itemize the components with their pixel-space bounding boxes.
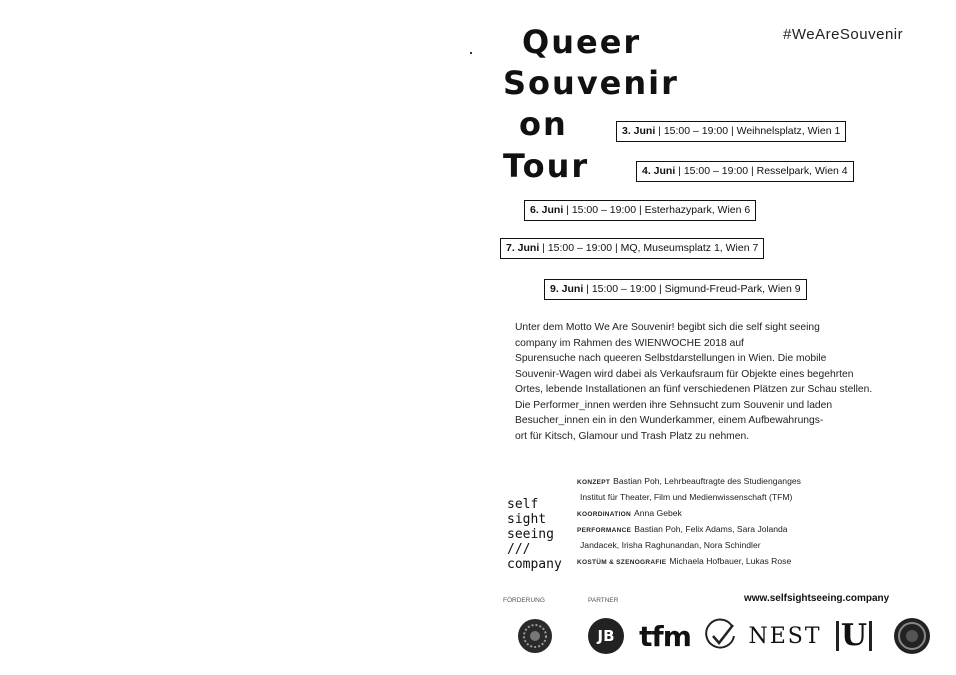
sponsor-logo-wienwoche [514, 615, 556, 657]
date-day: 7. Juni [506, 242, 540, 254]
credit-line [577, 522, 801, 538]
company-logo-line: seeing [507, 527, 554, 542]
title-line-1: Queer [522, 23, 642, 61]
credit-text: Institut für Theater, Film und Medienwissenschaft (TFM) [580, 492, 793, 502]
credit-text: Jandacek, Irisha Raghunandan, Nora Schindler [580, 540, 761, 550]
credits-block [577, 474, 801, 570]
description-line: Spurensuche nach queeren Selbstdarstellungen in Wien. Die mobile [515, 353, 827, 364]
company-logo-line: sight [507, 512, 547, 527]
credit-text: Bastian Poh, Lehrbeauftragte des Studienganges [613, 476, 801, 486]
credit-label: PERFORMANCE [577, 527, 632, 534]
sponsor-logo-nest-text: NEST [748, 623, 822, 649]
title-line-3: on [519, 105, 568, 143]
credit-label: KONZEPT [577, 479, 611, 486]
credit-line [577, 538, 801, 554]
seal-icon [516, 617, 554, 655]
credit-line [577, 506, 801, 522]
description-line: Die Performer_innen werden ihre Sehnsucht zum Souvenir und laden [515, 399, 833, 411]
date-detail: | 15:00 – 19:00 | Resselpark, Wien 4 [675, 165, 848, 177]
description-line: Ortes, lebende Installationen an fünf verschiedenen Plätzen zur Schau stellen. [515, 384, 873, 395]
date-detail: | 15:00 – 19:00 | Esterhazypark, Wien 6 [563, 204, 751, 216]
sponsor-logo-tfm [636, 615, 694, 657]
funding-label: FÖRDERUNG [503, 597, 545, 604]
partner-label: PARTNER [588, 597, 619, 604]
date-entry [616, 121, 846, 142]
company-logo-line: company [507, 557, 562, 572]
credit-label: KOORDINATION [577, 511, 632, 518]
description-paragraph [515, 320, 872, 444]
sponsor-logo-nest [745, 615, 825, 657]
sponsor-logo-jb-mark: JB [588, 618, 624, 654]
description-line: Unter dem Motto We Are Souvenir! begibt sich die self sight seeing [515, 322, 820, 333]
website-link[interactable]: www.selfsightseeing.company [744, 593, 890, 604]
description-line: Besucher_innen ein in den Wunderkammer, einem Aufbewahrungs- [515, 415, 824, 426]
check-circle-icon [702, 618, 738, 654]
date-day: 6. Juni [530, 204, 564, 216]
sponsor-logo-tfm-text: tfm [639, 619, 691, 653]
description-line: ort für Kitsch, Glamour und Trash Platz zu nehmen. [515, 430, 750, 442]
title-line-4: Tour [503, 147, 590, 185]
description-line: Souvenir-Wagen wird dabei als Verkaufsraum für Objekte eines begehrten [515, 368, 854, 380]
credit-line [577, 474, 801, 490]
stray-mark [470, 52, 472, 54]
credit-line [577, 554, 801, 570]
date-day: 3. Juni [622, 125, 656, 137]
credit-text: Bastian Poh, Felix Adams, Sara Jolanda [634, 524, 788, 534]
date-entry [636, 161, 854, 182]
sponsor-logo-jb [586, 615, 626, 657]
date-detail: | 15:00 – 19:00 | MQ, Museumsplatz 1, Wien 7 [539, 242, 759, 254]
badge-icon [892, 616, 932, 656]
company-logo-line: /// [507, 542, 531, 557]
date-entry [500, 238, 764, 259]
credit-line [577, 490, 801, 506]
sponsor-logo-university-text: U [836, 621, 872, 651]
date-detail: | 15:00 – 19:00 | Sigmund-Freud-Park, Wien 9 [583, 283, 801, 295]
hashtag: #WeAreSouvenir [783, 26, 904, 43]
credit-label: KOSTÜM & SZENOGRAFIE [577, 559, 667, 566]
company-logo-line: self [507, 497, 539, 512]
date-entry [524, 200, 756, 221]
sponsor-logo-check [700, 615, 740, 657]
credit-text: Anna Gebek [634, 508, 682, 518]
date-day: 9. Juni [550, 283, 584, 295]
title-line-2: Souvenir [503, 64, 679, 102]
date-entry [544, 279, 807, 300]
company-logo [507, 497, 562, 572]
date-detail: | 15:00 – 19:00 | Weihnelsplatz, Wien 1 [655, 125, 841, 137]
sponsor-logo-university [836, 615, 872, 657]
description-line: company im Rahmen des WIENWOCHE 2018 auf [515, 337, 744, 349]
sponsor-logo-round [890, 615, 934, 657]
credit-text: Michaela Hofbauer, Lukas Rose [669, 556, 792, 566]
date-day: 4. Juni [642, 165, 676, 177]
